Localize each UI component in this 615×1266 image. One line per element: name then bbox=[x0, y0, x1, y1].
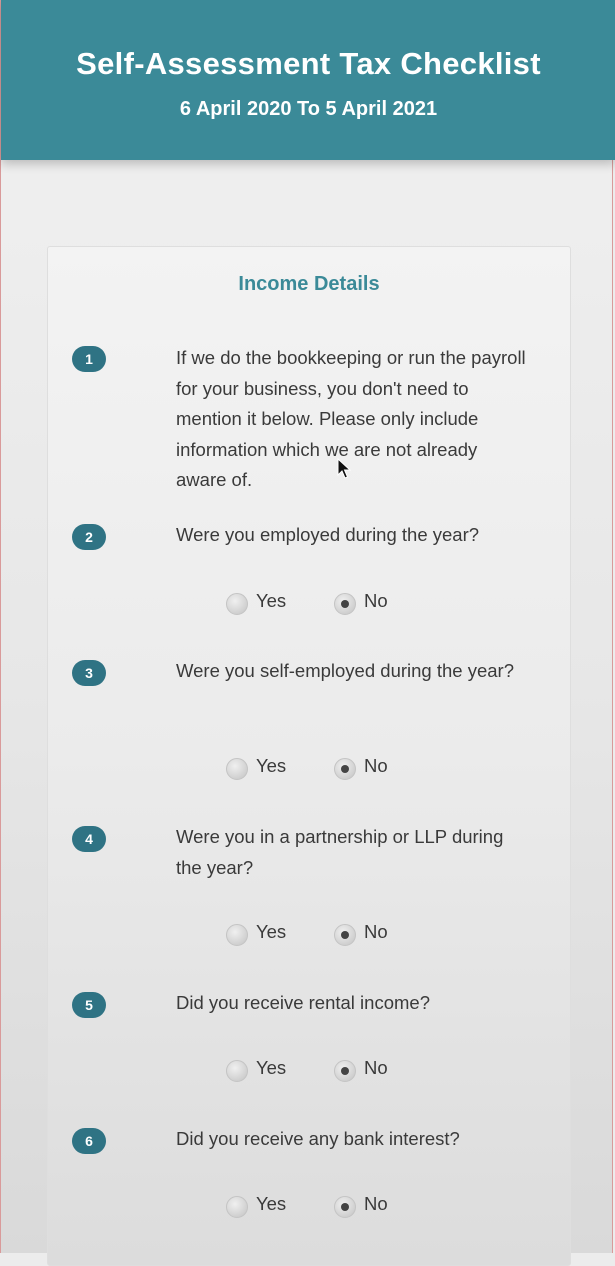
radio-button[interactable] bbox=[334, 924, 356, 946]
question-text: Did you receive rental income? bbox=[176, 992, 430, 1013]
question-number-badge: 5 bbox=[72, 992, 106, 1018]
question-number-badge: 3 bbox=[72, 660, 106, 686]
section-title: Income Details bbox=[238, 273, 380, 295]
radio-group-partnership bbox=[224, 919, 474, 949]
radio-label: No bbox=[364, 755, 388, 776]
radio-label: No bbox=[364, 1193, 388, 1214]
page-subtitle: 6 April 2020 To 5 April 2021 bbox=[179, 98, 438, 120]
radio-group-rental-income bbox=[224, 1055, 474, 1085]
radio-button[interactable] bbox=[226, 758, 248, 780]
radio-label: Yes bbox=[256, 921, 287, 942]
radio-button[interactable] bbox=[226, 593, 248, 615]
question-text: Were you in a partnership or LLP during the year? bbox=[176, 826, 504, 878]
radio-label: Yes bbox=[256, 1057, 287, 1078]
header-banner bbox=[1, 0, 615, 160]
question-number-badge: 6 bbox=[72, 1128, 106, 1154]
income-details-card bbox=[47, 246, 571, 1266]
radio-label: No bbox=[364, 590, 388, 611]
radio-label: Yes bbox=[256, 755, 287, 776]
radio-button[interactable] bbox=[226, 1060, 248, 1082]
radio-button[interactable] bbox=[334, 593, 356, 615]
radio-group-employed bbox=[224, 588, 474, 618]
page-title: Self-Assessment Tax Checklist bbox=[76, 46, 541, 81]
radio-label: No bbox=[364, 921, 388, 942]
question-number-badge: 4 bbox=[72, 826, 106, 852]
radio-button[interactable] bbox=[334, 1060, 356, 1082]
mouse-pointer-icon bbox=[337, 458, 351, 480]
question-number-badge: 2 bbox=[72, 524, 106, 550]
radio-group-bank-interest bbox=[224, 1191, 474, 1221]
radio-button[interactable] bbox=[226, 1196, 248, 1218]
radio-button[interactable] bbox=[334, 758, 356, 780]
question-text: If we do the bookkeeping or run the payroll for your business, you don't need to mention it below. Please only include information which we are not already aware of. bbox=[176, 347, 526, 490]
radio-label: No bbox=[364, 1057, 388, 1078]
radio-group-self-employed bbox=[224, 753, 474, 783]
radio-button[interactable] bbox=[334, 1196, 356, 1218]
question-text: Were you employed during the year? bbox=[176, 524, 480, 545]
question-text: Were you self-employed during the year? bbox=[176, 660, 514, 681]
radio-label: Yes bbox=[256, 1193, 287, 1214]
question-text: Did you receive any bank interest? bbox=[176, 1128, 460, 1149]
radio-button[interactable] bbox=[226, 924, 248, 946]
question-number-badge: 1 bbox=[72, 346, 106, 372]
radio-label: Yes bbox=[256, 590, 287, 611]
